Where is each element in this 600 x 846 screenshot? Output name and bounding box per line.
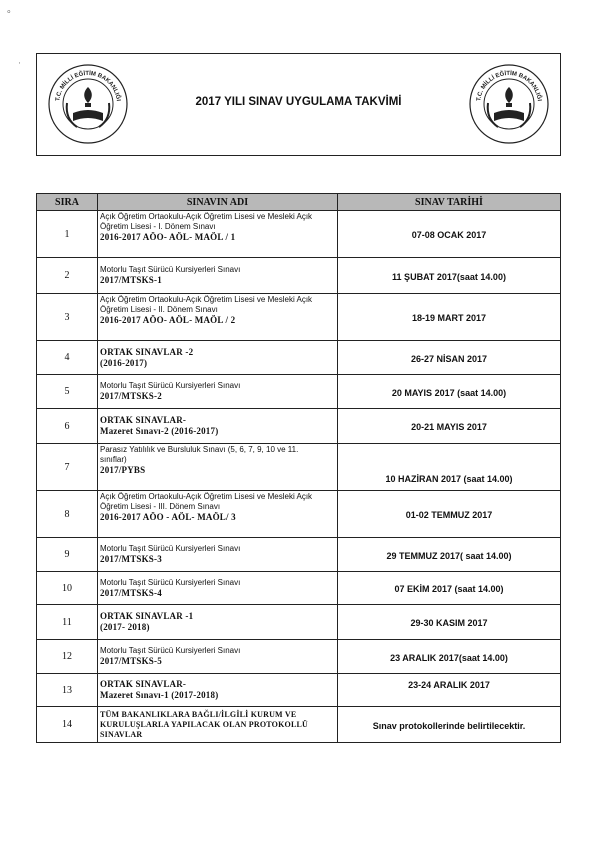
exam-code: (2016-2017) — [100, 357, 148, 368]
exam-date-cell — [338, 605, 561, 640]
exam-name-cell — [98, 640, 338, 674]
table-row — [37, 294, 561, 341]
exam-date-cell — [338, 258, 561, 294]
exam-code: (2017- 2018) — [100, 622, 150, 632]
exam-date-cell — [338, 294, 561, 341]
exam-date-cell — [338, 444, 561, 491]
exam-code: 2017/PYBS — [100, 465, 146, 475]
exam-name-cell — [98, 375, 338, 409]
row-number: 6 — [37, 409, 98, 444]
exam-code: KURULUŞLARLA YAPILACAK OLAN PROTOKOLLÜ — [100, 719, 309, 729]
exam-code: 2017/MTSKS-3 — [100, 554, 162, 564]
row-number: 12 — [37, 640, 98, 674]
table-header-row — [37, 194, 561, 211]
exam-date-cell — [338, 640, 561, 674]
exam-date-cell — [338, 375, 561, 409]
exam-name-cell — [98, 211, 338, 258]
table-row — [37, 640, 561, 674]
exam-code: 2017/MTSKS-2 — [100, 391, 162, 401]
exam-name-cell — [98, 707, 338, 743]
row-number: 11 — [37, 605, 98, 640]
exam-date-cell — [338, 211, 561, 258]
ministry-logo — [468, 63, 550, 145]
exam-code: ORTAK SINAVLAR -2 — [100, 346, 194, 357]
row-number: 10 — [37, 572, 98, 605]
row-number: 8 — [37, 491, 98, 538]
row-number: 2 — [37, 258, 98, 294]
exam-code: Mazeret Sınavı-2 (2016-2017) — [100, 426, 219, 436]
exam-date: 07 EKİM 2017 (saat 14.00) — [394, 584, 504, 594]
svg-text:T.C. MİLLİ EĞİTİM BAKANLIĞI: T.C. MİLLİ EĞİTİM BAKANLIĞI — [476, 70, 542, 102]
row-number: 3 — [37, 294, 98, 341]
exam-code: ORTAK SINAVLAR- — [100, 415, 187, 425]
exam-description: Motorlu Taşıt Sürücü Kursiyerleri Sınavı — [100, 381, 241, 390]
exam-date: 23 ARALIK 2017(saat 14.00) — [390, 652, 508, 663]
exam-date-cell — [338, 491, 561, 538]
exam-name-cell — [98, 258, 338, 294]
exam-date: 20-21 MAYIS 2017 — [411, 422, 487, 432]
table-row — [37, 538, 561, 572]
table-row — [37, 674, 561, 707]
exam-code: 2017/MTSKS-1 — [100, 275, 162, 285]
document-header — [36, 53, 561, 156]
exam-description: Öğretim Lisesi - I. Dönem Sınavı — [100, 222, 216, 231]
table-row — [37, 341, 561, 375]
table-row — [37, 258, 561, 294]
row-number: 1 — [37, 211, 98, 258]
scan-mark: ∘ — [6, 6, 12, 16]
exam-date: 01-02 TEMMUZ 2017 — [405, 510, 493, 520]
exam-code: Mazeret Sınavı-1 (2017-2018) — [100, 690, 219, 700]
col-header-exam-date: SINAV TARİHİ — [338, 194, 561, 211]
exam-date: 23-24 ARALIK 2017 — [408, 680, 490, 690]
exam-description: Motorlu Taşıt Sürücü Kursiyerleri Sınavı — [100, 544, 241, 553]
row-number: 4 — [37, 341, 98, 375]
exam-description: sınıflar) — [100, 455, 127, 464]
table-row — [37, 375, 561, 409]
exam-date: 29 TEMMUZ 2017( saat 14.00) — [386, 550, 512, 561]
page-title: 2017 YILI SINAV UYGULAMA TAKVİMİ — [195, 96, 402, 108]
table-row — [37, 444, 561, 491]
exam-code: 2016-2017 AÖO- AÖL- MAÖL / 1 — [100, 232, 236, 242]
row-number: 13 — [37, 674, 98, 707]
exam-description: Parasız Yatılılık ve Bursluluk Sınavı (5, 6, 7, 9, 10 ve 11. — [100, 445, 299, 454]
exam-description: Açık Öğretim Ortaokulu-Açık Öğretim Lisesi ve Mesleki Açık — [100, 295, 313, 304]
exam-code: 2017/MTSKS-5 — [100, 656, 162, 666]
exam-code: ORTAK SINAVLAR -1 — [100, 611, 194, 621]
col-header-exam-name: SINAVIN ADI — [98, 194, 338, 211]
exam-description: Öğretim Lisesi - II. Dönem Sınavı — [100, 305, 218, 314]
exam-description: Açık Öğretim Ortaokulu-Açık Öğretim Lisesi ve Mesleki Açık — [100, 492, 313, 501]
exam-code: ORTAK SINAVLAR- — [100, 679, 187, 689]
exam-date: 20 MAYIS 2017 (saat 14.00) — [391, 387, 507, 398]
svg-text:T.C. MİLLİ EĞİTİM BAKANLIĞI: T.C. MİLLİ EĞİTİM BAKANLIĞI — [55, 70, 121, 102]
exam-date: 18-19 MART 2017 — [411, 313, 487, 323]
exam-date-cell — [338, 341, 561, 375]
table-row — [37, 605, 561, 640]
table-row — [37, 211, 561, 258]
exam-date: 26-27 NİSAN 2017 — [410, 353, 488, 364]
exam-date-cell — [338, 707, 561, 743]
exam-date-cell — [338, 409, 561, 444]
exam-code: 2017/MTSKS-4 — [100, 587, 162, 598]
exam-schedule-table — [36, 193, 561, 743]
exam-code: 2016-2017 AÖO - AÖL- MAÖL/ 3 — [100, 512, 236, 522]
row-number: 5 — [37, 375, 98, 409]
row-number: 9 — [37, 538, 98, 572]
exam-code: SINAVLAR — [100, 729, 143, 739]
table-row — [37, 572, 561, 605]
exam-name-cell — [98, 674, 338, 707]
exam-date: 11 ŞUBAT 2017(saat 14.00) — [392, 271, 506, 282]
exam-code: TÜM BAKANLIKLARA BAĞLI/İLGİLİ KURUM VE — [100, 709, 297, 719]
exam-description: Motorlu Taşıt Sürücü Kursiyerleri Sınavı — [100, 265, 241, 274]
exam-description: Öğretim Lisesi - III. Dönem Sınavı — [100, 502, 221, 511]
exam-description: Motorlu Taşıt Sürücü Kursiyerleri Sınavı — [100, 646, 241, 655]
exam-date: 10 HAZİRAN 2017 (saat 14.00) — [385, 474, 513, 484]
exam-name-cell — [98, 538, 338, 572]
col-header-no: SIRA — [37, 194, 98, 211]
exam-name-cell — [98, 491, 338, 538]
exam-description: Açık Öğretim Ortaokulu-Açık Öğretim Lisesi ve Mesleki Açık — [100, 212, 313, 221]
exam-name-cell — [98, 572, 338, 605]
exam-code: 2016-2017 AÖO- AÖL- MAÖL / 2 — [100, 315, 236, 325]
table-row — [37, 491, 561, 538]
exam-name-cell — [98, 605, 338, 640]
row-number: 7 — [37, 444, 98, 491]
exam-description: Motorlu Taşıt Sürücü Kursiyerleri Sınavı — [100, 577, 241, 587]
exam-date: 07-08 OCAK 2017 — [411, 230, 487, 240]
exam-name-cell — [98, 409, 338, 444]
table-row — [37, 707, 561, 743]
exam-date-cell — [338, 538, 561, 572]
exam-date-cell — [338, 572, 561, 605]
exam-date: Sınav protokollerinde belirtilecektir. — [372, 720, 526, 731]
exam-name-cell — [98, 294, 338, 341]
exam-date: 29-30 KASIM 2017 — [410, 618, 488, 628]
row-number: 14 — [37, 707, 98, 743]
exam-name-cell — [98, 444, 338, 491]
table-row — [37, 409, 561, 444]
scan-mark: · — [18, 58, 21, 68]
exam-date-cell — [338, 674, 561, 707]
exam-name-cell — [98, 341, 338, 375]
